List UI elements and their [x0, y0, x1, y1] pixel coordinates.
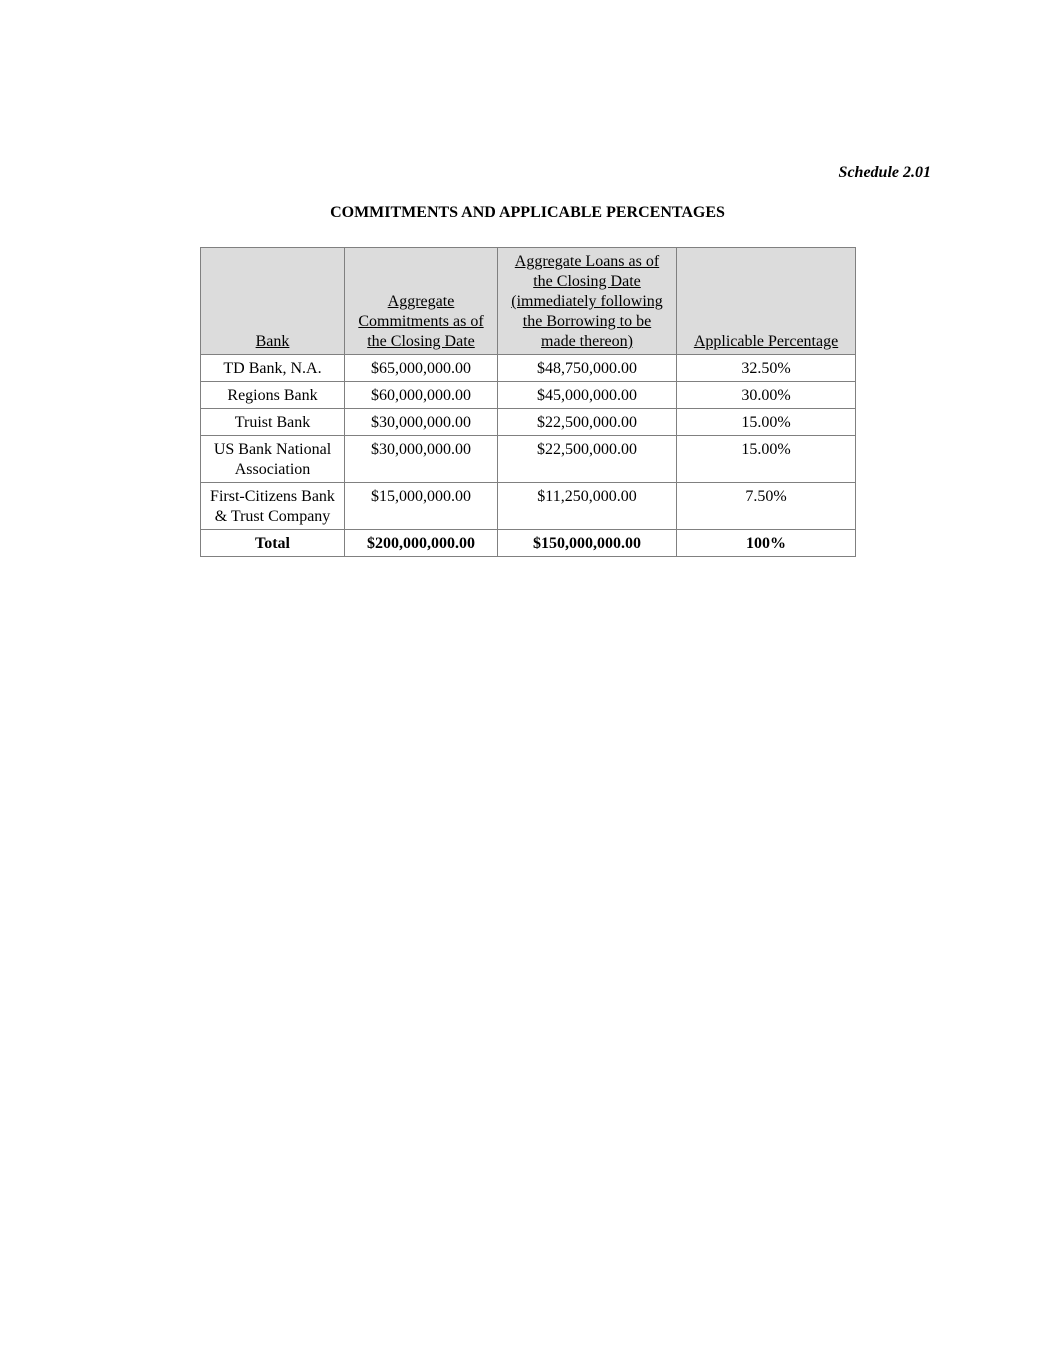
- table-body: [201, 355, 856, 557]
- total-loans: $150,000,000.00: [498, 530, 677, 557]
- cell-loans: $48,750,000.00: [498, 355, 677, 382]
- total-row: [201, 530, 856, 557]
- cell-commitment: $30,000,000.00: [345, 436, 498, 483]
- cell-percentage: 7.50%: [677, 483, 856, 530]
- header-percentage: [677, 248, 856, 355]
- header-bank-label: Bank: [255, 333, 290, 350]
- table-row: [201, 355, 856, 382]
- commitments-table: [200, 247, 856, 557]
- header-percentage-label: Applicable Percentage: [693, 333, 839, 350]
- cell-percentage: 30.00%: [677, 382, 856, 409]
- header-loans-label: Aggregate Loans as of the Closing Date (immediately following the Borrowing to be made thereon): [511, 253, 663, 350]
- table-row: [201, 483, 856, 530]
- cell-commitment: $65,000,000.00: [345, 355, 498, 382]
- header-loans: [498, 248, 677, 355]
- total-commitment: $200,000,000.00: [345, 530, 498, 557]
- cell-bank: US Bank National Association: [201, 436, 345, 483]
- table-row: [201, 409, 856, 436]
- header-commitments-label: Aggregate Commitments as of the Closing Date: [358, 293, 484, 350]
- cell-loans: $11,250,000.00: [498, 483, 677, 530]
- cell-bank: First-Citizens Bank & Trust Company: [201, 483, 345, 530]
- header-commitments: [345, 248, 498, 355]
- table-row: [201, 436, 856, 483]
- schedule-label: Schedule 2.01: [838, 164, 931, 181]
- cell-percentage: 15.00%: [677, 409, 856, 436]
- cell-loans: $22,500,000.00: [498, 436, 677, 483]
- total-percentage: 100%: [677, 530, 856, 557]
- cell-commitment: $15,000,000.00: [345, 483, 498, 530]
- cell-loans: $45,000,000.00: [498, 382, 677, 409]
- cell-bank: TD Bank, N.A.: [201, 355, 345, 382]
- cell-commitment: $30,000,000.00: [345, 409, 498, 436]
- total-bank: Total: [201, 530, 345, 557]
- document-title: COMMITMENTS AND APPLICABLE PERCENTAGES: [330, 204, 725, 221]
- cell-commitment: $60,000,000.00: [345, 382, 498, 409]
- table-header: [201, 248, 856, 355]
- cell-bank: Truist Bank: [201, 409, 345, 436]
- cell-loans: $22,500,000.00: [498, 409, 677, 436]
- cell-percentage: 32.50%: [677, 355, 856, 382]
- table-row: [201, 382, 856, 409]
- cell-bank: Regions Bank: [201, 382, 345, 409]
- cell-percentage: 15.00%: [677, 436, 856, 483]
- header-row: [201, 248, 856, 355]
- header-bank: [201, 248, 345, 355]
